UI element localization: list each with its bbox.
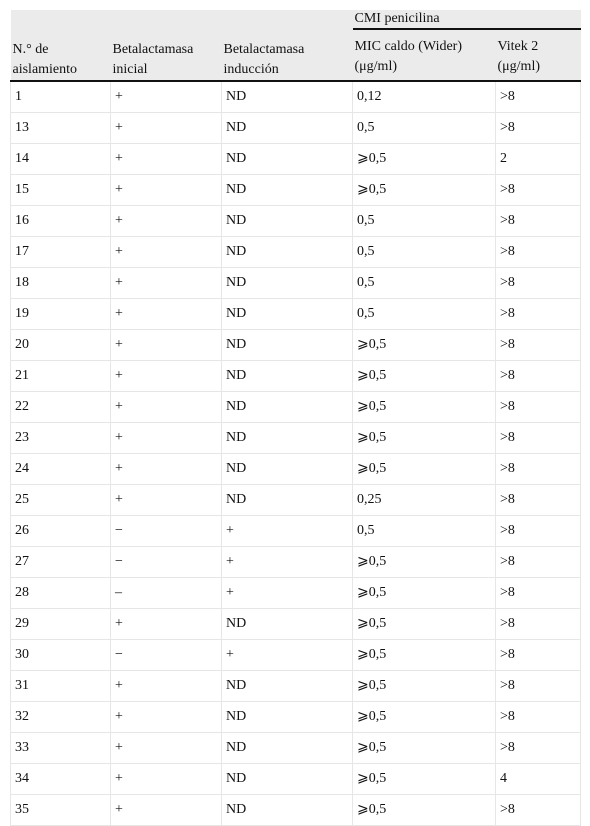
cell-isolate-number: 24 xyxy=(11,454,111,485)
cell-betalactamase-initial: + xyxy=(111,237,222,268)
header-isolate-number xyxy=(11,10,111,81)
table-row xyxy=(11,454,581,485)
cell-vitek-2: >8 xyxy=(496,299,581,330)
table-row xyxy=(11,764,581,795)
cell-vitek-2: >8 xyxy=(496,609,581,640)
cell-betalactamase-induction: ND xyxy=(222,330,353,361)
cell-betalactamase-initial: − xyxy=(111,640,222,671)
cell-betalactamase-initial: + xyxy=(111,330,222,361)
table-row xyxy=(11,733,581,764)
table-row xyxy=(11,206,581,237)
cell-betalactamase-initial: − xyxy=(111,547,222,578)
table-row xyxy=(11,81,581,113)
cell-betalactamase-initial: + xyxy=(111,733,222,764)
header-line: MIC caldo (Wider) xyxy=(354,39,463,54)
cell-betalactamase-initial: + xyxy=(111,81,222,113)
cell-vitek-2: >8 xyxy=(496,733,581,764)
cell-isolate-number: 35 xyxy=(11,795,111,826)
cell-betalactamase-initial: + xyxy=(111,423,222,454)
cell-betalactamase-initial: – xyxy=(111,578,222,609)
cell-betalactamase-induction: ND xyxy=(222,206,353,237)
cell-betalactamase-induction: ND xyxy=(222,392,353,423)
cell-betalactamase-initial: + xyxy=(111,113,222,144)
cell-isolate-number: 22 xyxy=(11,392,111,423)
cell-vitek-2: >8 xyxy=(496,237,581,268)
cell-betalactamase-induction: ND xyxy=(222,268,353,299)
table-header xyxy=(11,10,581,81)
cell-vitek-2: >8 xyxy=(496,361,581,392)
cell-betalactamase-induction: ND xyxy=(222,144,353,175)
table-row xyxy=(11,485,581,516)
cell-betalactamase-initial: + xyxy=(111,764,222,795)
cell-vitek-2: >8 xyxy=(496,671,581,702)
cell-betalactamase-induction: ND xyxy=(222,237,353,268)
cell-betalactamase-induction: ND xyxy=(222,671,353,702)
table-row xyxy=(11,268,581,299)
cell-betalactamase-induction: ND xyxy=(222,795,353,826)
cell-betalactamase-induction: ND xyxy=(222,113,353,144)
cell-mic-broth-wider: ⩾0,5 xyxy=(353,671,496,702)
cell-mic-broth-wider: 0,12 xyxy=(353,81,496,113)
data-table-container xyxy=(10,10,580,826)
header-line: Betalactamasa xyxy=(223,42,305,57)
cell-betalactamase-induction: ND xyxy=(222,485,353,516)
cell-betalactamase-initial: + xyxy=(111,361,222,392)
cell-vitek-2: 4 xyxy=(496,764,581,795)
cell-mic-broth-wider: ⩾0,5 xyxy=(353,578,496,609)
header-betalactamase-initial xyxy=(111,10,222,81)
cell-betalactamase-initial: + xyxy=(111,268,222,299)
cell-betalactamase-initial: + xyxy=(111,299,222,330)
cell-isolate-number: 23 xyxy=(11,423,111,454)
cell-betalactamase-induction: + xyxy=(222,640,353,671)
cell-isolate-number: 26 xyxy=(11,516,111,547)
cell-vitek-2: >8 xyxy=(496,516,581,547)
cell-vitek-2: >8 xyxy=(496,423,581,454)
cell-betalactamase-initial: + xyxy=(111,795,222,826)
cell-isolate-number: 34 xyxy=(11,764,111,795)
cell-mic-broth-wider: 0,5 xyxy=(353,206,496,237)
header-line: Vitek 2 xyxy=(497,39,539,54)
cell-isolate-number: 17 xyxy=(11,237,111,268)
cell-betalactamase-induction: ND xyxy=(222,609,353,640)
table-row xyxy=(11,671,581,702)
cell-betalactamase-initial: + xyxy=(111,175,222,206)
cell-betalactamase-initial: + xyxy=(111,392,222,423)
cell-vitek-2: 2 xyxy=(496,144,581,175)
cell-isolate-number: 27 xyxy=(11,547,111,578)
cell-isolate-number: 16 xyxy=(11,206,111,237)
cell-betalactamase-induction: ND xyxy=(222,423,353,454)
table-row xyxy=(11,609,581,640)
cell-betalactamase-induction: + xyxy=(222,547,353,578)
cell-isolate-number: 25 xyxy=(11,485,111,516)
header-mic-broth-wider xyxy=(353,29,496,81)
cell-isolate-number: 18 xyxy=(11,268,111,299)
table-row xyxy=(11,237,581,268)
cell-mic-broth-wider: ⩾0,5 xyxy=(353,764,496,795)
cell-vitek-2: >8 xyxy=(496,485,581,516)
table-row xyxy=(11,113,581,144)
table-row xyxy=(11,361,581,392)
cell-vitek-2: >8 xyxy=(496,330,581,361)
cell-vitek-2: >8 xyxy=(496,702,581,733)
header-line: inducción xyxy=(223,62,279,77)
table-row xyxy=(11,547,581,578)
cell-isolate-number: 28 xyxy=(11,578,111,609)
cell-isolate-number: 15 xyxy=(11,175,111,206)
cell-vitek-2: >8 xyxy=(496,268,581,299)
cell-betalactamase-induction: + xyxy=(222,516,353,547)
penicillin-mic-table xyxy=(10,10,581,826)
table-row xyxy=(11,578,581,609)
cell-betalactamase-induction: ND xyxy=(222,733,353,764)
cell-vitek-2: >8 xyxy=(496,454,581,485)
cell-mic-broth-wider: 0,5 xyxy=(353,113,496,144)
cell-mic-broth-wider: ⩾0,5 xyxy=(353,361,496,392)
header-line: inicial xyxy=(112,62,148,77)
cell-betalactamase-induction: ND xyxy=(222,764,353,795)
cell-mic-broth-wider: ⩾0,5 xyxy=(353,392,496,423)
cell-betalactamase-induction: + xyxy=(222,578,353,609)
table-row xyxy=(11,795,581,826)
cell-betalactamase-initial: + xyxy=(111,702,222,733)
header-betalactamase-induction xyxy=(222,10,353,81)
cell-betalactamase-induction: ND xyxy=(222,299,353,330)
header-vitek-2 xyxy=(496,29,581,81)
cell-mic-broth-wider: ⩾0,5 xyxy=(353,423,496,454)
cell-mic-broth-wider: 0,5 xyxy=(353,516,496,547)
cell-mic-broth-wider: 0,5 xyxy=(353,237,496,268)
cell-mic-broth-wider: ⩾0,5 xyxy=(353,733,496,764)
cell-vitek-2: >8 xyxy=(496,392,581,423)
cell-vitek-2: >8 xyxy=(496,640,581,671)
header-line: Betalactamasa xyxy=(112,42,194,57)
cell-isolate-number: 13 xyxy=(11,113,111,144)
cell-betalactamase-induction: ND xyxy=(222,702,353,733)
cell-betalactamase-initial: − xyxy=(111,516,222,547)
cell-mic-broth-wider: ⩾0,5 xyxy=(353,175,496,206)
cell-vitek-2: >8 xyxy=(496,206,581,237)
cell-betalactamase-induction: ND xyxy=(222,81,353,113)
cell-mic-broth-wider: ⩾0,5 xyxy=(353,144,496,175)
table-body xyxy=(11,81,581,826)
cell-isolate-number: 32 xyxy=(11,702,111,733)
cell-betalactamase-induction: ND xyxy=(222,454,353,485)
table-row xyxy=(11,423,581,454)
table-row xyxy=(11,392,581,423)
table-row xyxy=(11,144,581,175)
cell-vitek-2: >8 xyxy=(496,81,581,113)
cell-betalactamase-initial: + xyxy=(111,144,222,175)
cell-betalactamase-induction: ND xyxy=(222,361,353,392)
table-row xyxy=(11,702,581,733)
cell-vitek-2: >8 xyxy=(496,578,581,609)
cell-betalactamase-initial: + xyxy=(111,485,222,516)
cell-vitek-2: >8 xyxy=(496,175,581,206)
cell-mic-broth-wider: ⩾0,5 xyxy=(353,547,496,578)
cell-isolate-number: 33 xyxy=(11,733,111,764)
cell-mic-broth-wider: 0,5 xyxy=(353,268,496,299)
table-row xyxy=(11,330,581,361)
cell-isolate-number: 1 xyxy=(11,81,111,113)
table-row xyxy=(11,640,581,671)
header-line: aislamiento xyxy=(12,62,78,77)
header-line: (μg/ml) xyxy=(497,59,540,74)
cell-isolate-number: 31 xyxy=(11,671,111,702)
header-line: N.° de xyxy=(12,42,49,57)
cell-mic-broth-wider: ⩾0,5 xyxy=(353,609,496,640)
cell-betalactamase-initial: + xyxy=(111,671,222,702)
cell-isolate-number: 21 xyxy=(11,361,111,392)
cell-betalactamase-induction: ND xyxy=(222,175,353,206)
cell-mic-broth-wider: 0,25 xyxy=(353,485,496,516)
cell-vitek-2: >8 xyxy=(496,113,581,144)
table-row xyxy=(11,299,581,330)
cell-mic-broth-wider: ⩾0,5 xyxy=(353,702,496,733)
cell-isolate-number: 14 xyxy=(11,144,111,175)
cell-isolate-number: 19 xyxy=(11,299,111,330)
cell-vitek-2: >8 xyxy=(496,795,581,826)
cell-mic-broth-wider: ⩾0,5 xyxy=(353,330,496,361)
cell-mic-broth-wider: 0,5 xyxy=(353,299,496,330)
cell-mic-broth-wider: ⩾0,5 xyxy=(353,640,496,671)
cell-mic-broth-wider: ⩾0,5 xyxy=(353,454,496,485)
cell-betalactamase-initial: + xyxy=(111,206,222,237)
table-row xyxy=(11,175,581,206)
cell-isolate-number: 20 xyxy=(11,330,111,361)
cell-mic-broth-wider: ⩾0,5 xyxy=(353,795,496,826)
cell-isolate-number: 30 xyxy=(11,640,111,671)
cell-isolate-number: 29 xyxy=(11,609,111,640)
cell-betalactamase-initial: + xyxy=(111,454,222,485)
header-line: (μg/ml) xyxy=(354,59,397,74)
header-group-cmi-penicilina: CMI penicilina xyxy=(353,10,581,29)
cell-betalactamase-initial: + xyxy=(111,609,222,640)
cell-vitek-2: >8 xyxy=(496,547,581,578)
table-row xyxy=(11,516,581,547)
